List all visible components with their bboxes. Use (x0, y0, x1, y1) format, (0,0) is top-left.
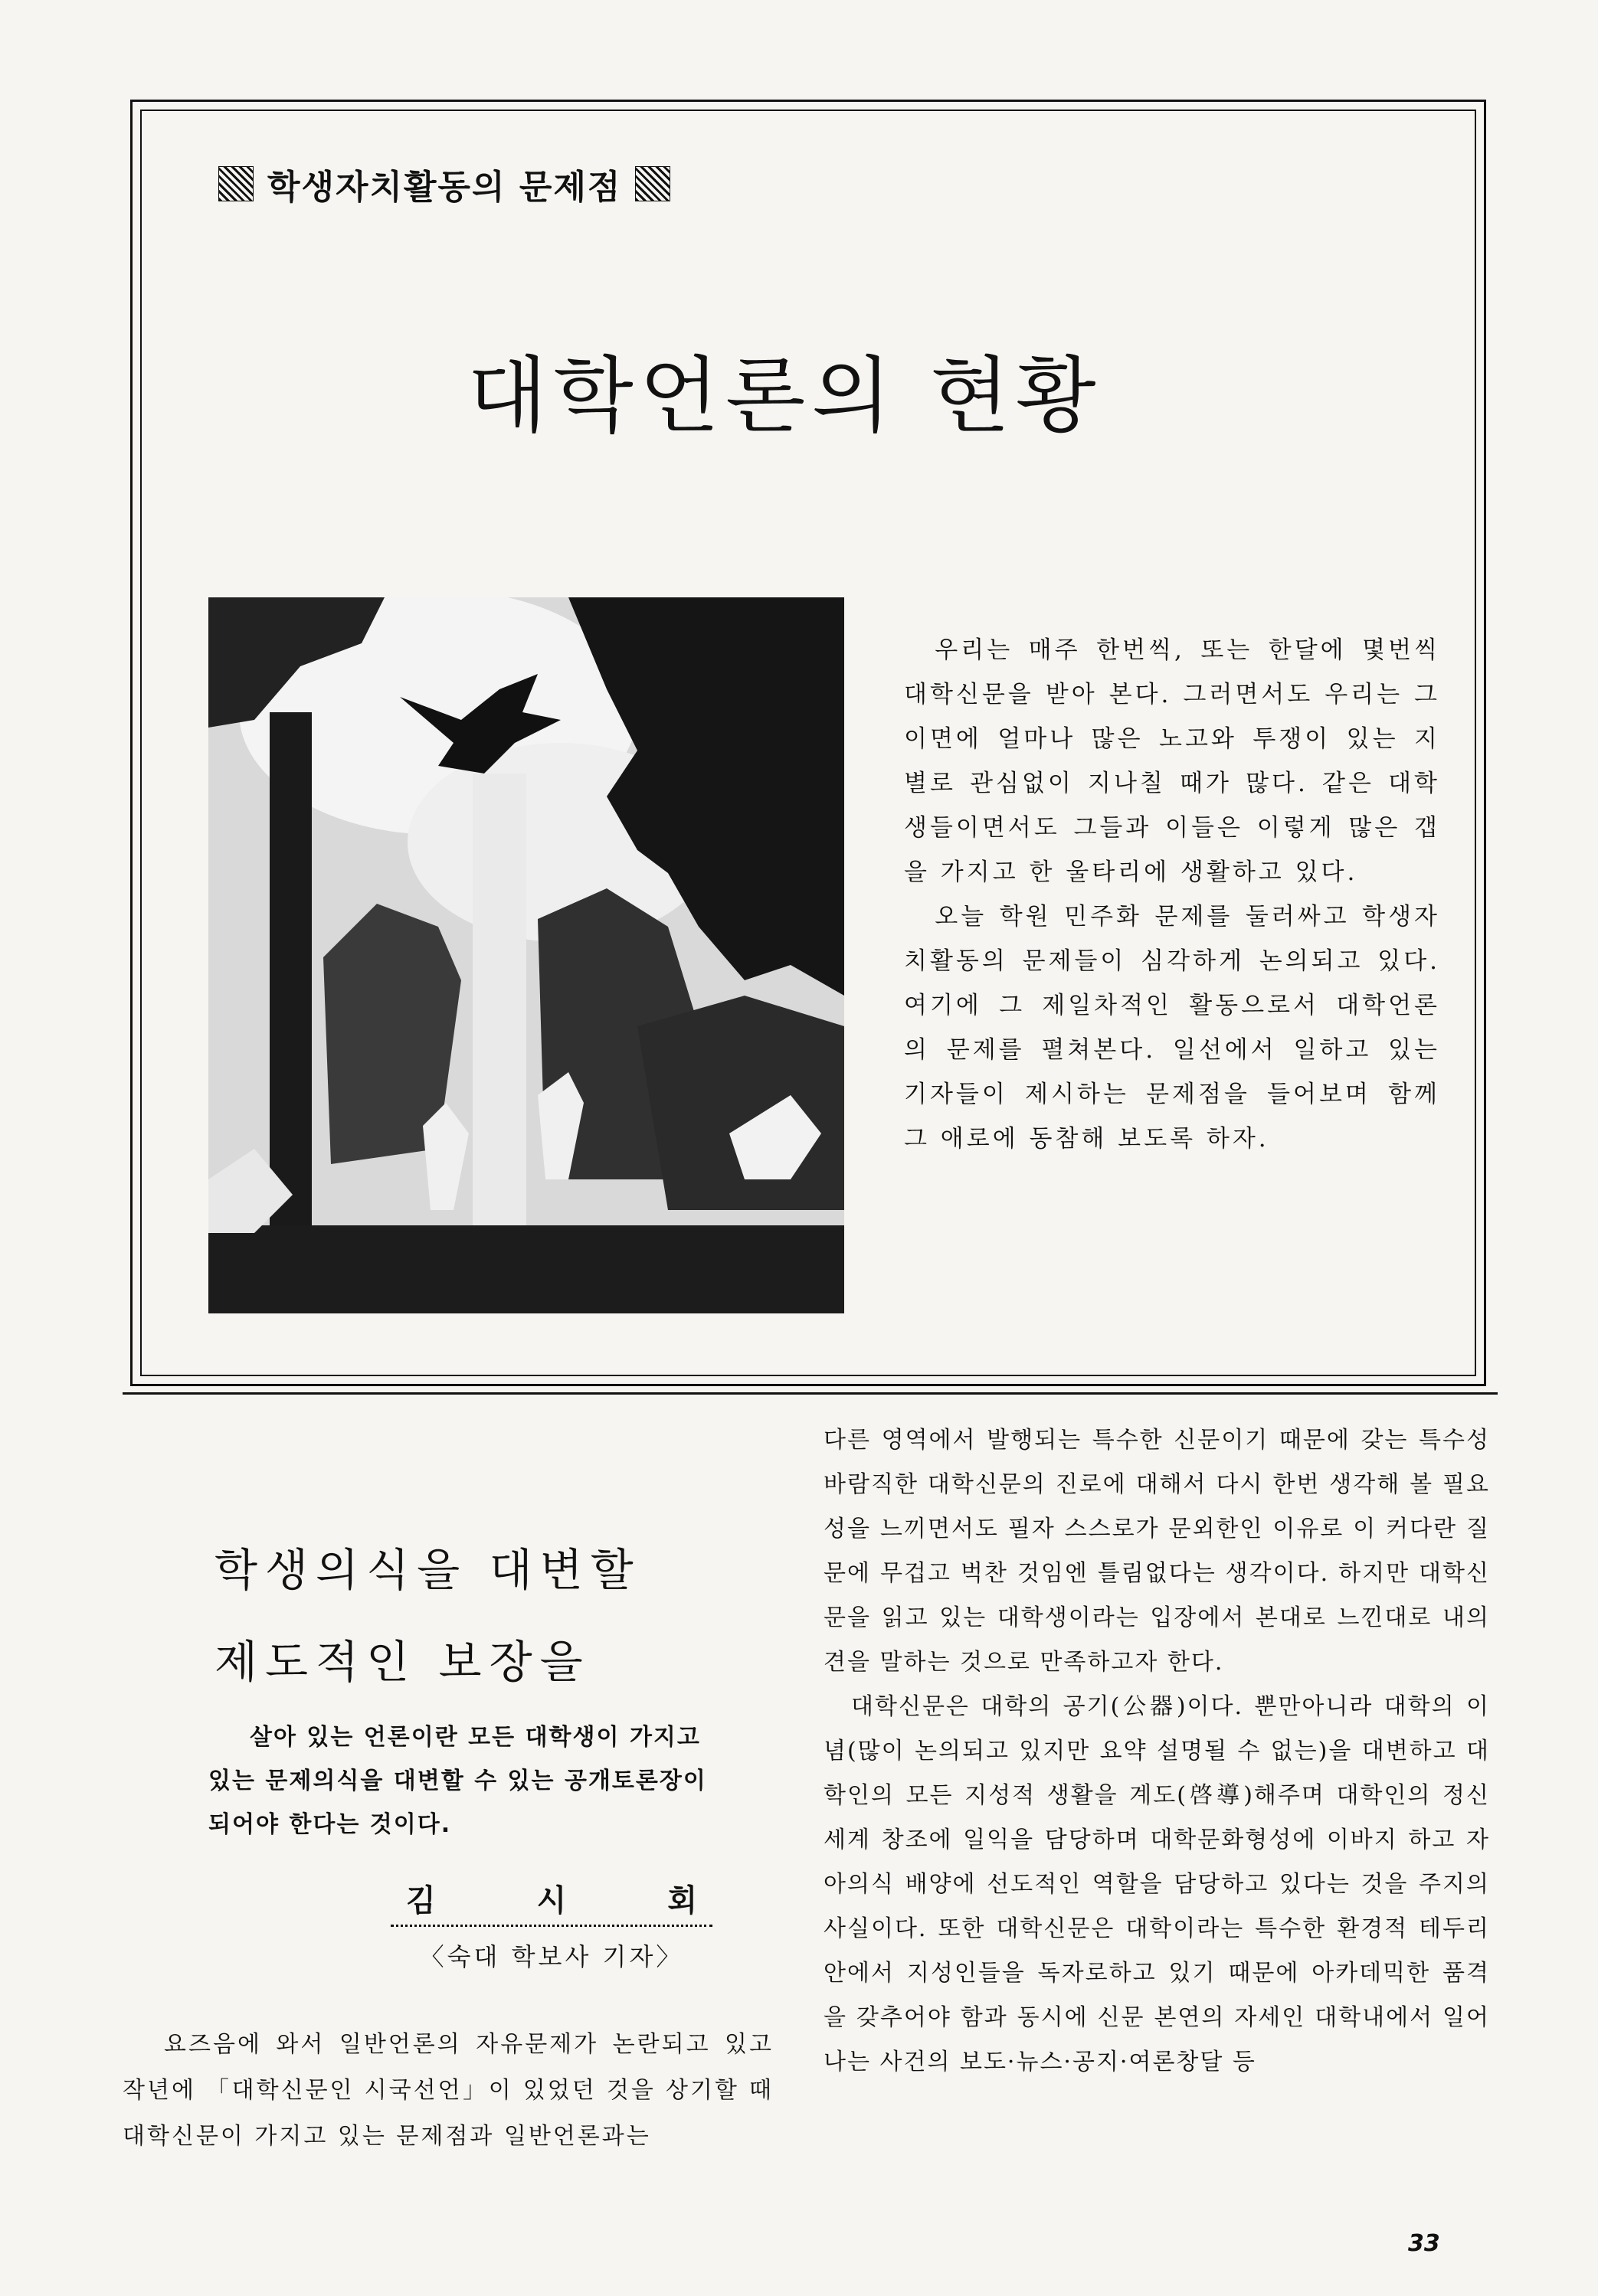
author-name-char: 시 (536, 1883, 567, 1918)
article-lead-text: 살아 있는 언론이란 모든 대학생이 가지고 있는 문제의식을 대변할 수 있는 공개토론장이 되어야 한다는 것이다. (208, 1724, 707, 1838)
hatch-ornament-icon (635, 166, 670, 201)
series-title-text: 학생자치활동의 문제점 (267, 168, 622, 207)
article-headline-line: 학생의식을 대변할 (214, 1544, 641, 1596)
body-column-right (824, 1418, 1490, 2085)
article-headline (214, 1524, 751, 1708)
body-paragraph: 대학신문은 대학의 공기(公器)이다. 뿐만아니라 대학의 이념(많이 논의되고 있지만 요약 설명될 수 없는)을 대변하고 대학인의 모든 지성적 생활을 계도(啓導)해주며 대학인의 정신세계 창조에 일익을 담당하며 대학문화형성에 이바지 하고 자아의식 배양에 선도적인 역할을 담당하고 있다는 것을 주지의 사실이다. 또한 대학신문은 대학이라는 특수한 환경적 테두리 안에서 지성인들을 독자로하고 있기 때문에 아카데믹한 품격을 갖추어야 함과 동시에 신문 본연의 자세인 대학내에서 일어나는 사건의 보도·뉴스·공지·여론창달 등 (824, 1693, 1490, 2075)
intro-text (904, 628, 1440, 1161)
page-number: 33 (1408, 2230, 1440, 2257)
author-name (391, 1876, 712, 1927)
intro-paragraph: 오늘 학원 민주화 문제를 둘러싸고 학생자치활동의 문제들이 심각하게 논의되고 있다. 여기에 그 제일차적인 활동으로서 대학언론의 문제를 펼쳐본다. 일선에서 일하고 있는 기자들이 제시하는 문제점을 들어보며 함께 그 애로에 동참해 보도록 하자. (904, 903, 1440, 1153)
article-headline-line: 제도적인 보장을 (214, 1636, 591, 1688)
author-name-char: 회 (667, 1883, 697, 1918)
intro-paragraph: 우리는 매주 한번씩, 또는 한달에 몇번씩 대학신문을 받아 본다. 그러면서도 우리는 그 이면에 얼마나 많은 노고와 투쟁이 있는 지 별로 관심없이 지나칠 때가 많다. 같은 대학생들이면서도 그들과 이들은 이렇게 많은 갭을 가지고 한 울타리에 생활하고 있다. (904, 636, 1440, 886)
main-title: 대학언론의 현황 (467, 348, 1102, 444)
body-paragraph: 요즈음에 와서 일반언론의 자유문제가 논란되고 있고 작년에 「대학신문인 시국선언」이 있었던 것을 상기할 때 대학신문이 가지고 있는 문제점과 일반언론과는 (123, 2031, 774, 2150)
author-name-char: 김 (406, 1883, 436, 1918)
body-column-left (123, 2022, 774, 2160)
body-paragraph: 다른 영역에서 발행되는 특수한 신문이기 때문에 갖는 특수성 바람직한 대학신문의 진로에 대해서 다시 한번 생각해 볼 필요성을 느끼면서도 필자 스스로가 문외한인 이유로 이 커다란 질문에 무겁고 벅찬 것임엔 틀림없다는 생각이다. 하지만 대학신문을 읽고 있는 대학생이라는 입장에서 본대로 느낀대로 내의견을 말하는 것으로 만족하고자 한다. (824, 1427, 1490, 1676)
series-title (218, 157, 670, 211)
author-affiliation: 〈숙대 학보사 기자〉 (419, 1942, 684, 1971)
hatch-ornament-icon (218, 166, 254, 201)
article-lead (208, 1715, 729, 1846)
campus-photo (208, 597, 844, 1313)
section-divider (123, 1392, 1498, 1395)
campus-statue-image (208, 597, 844, 1313)
